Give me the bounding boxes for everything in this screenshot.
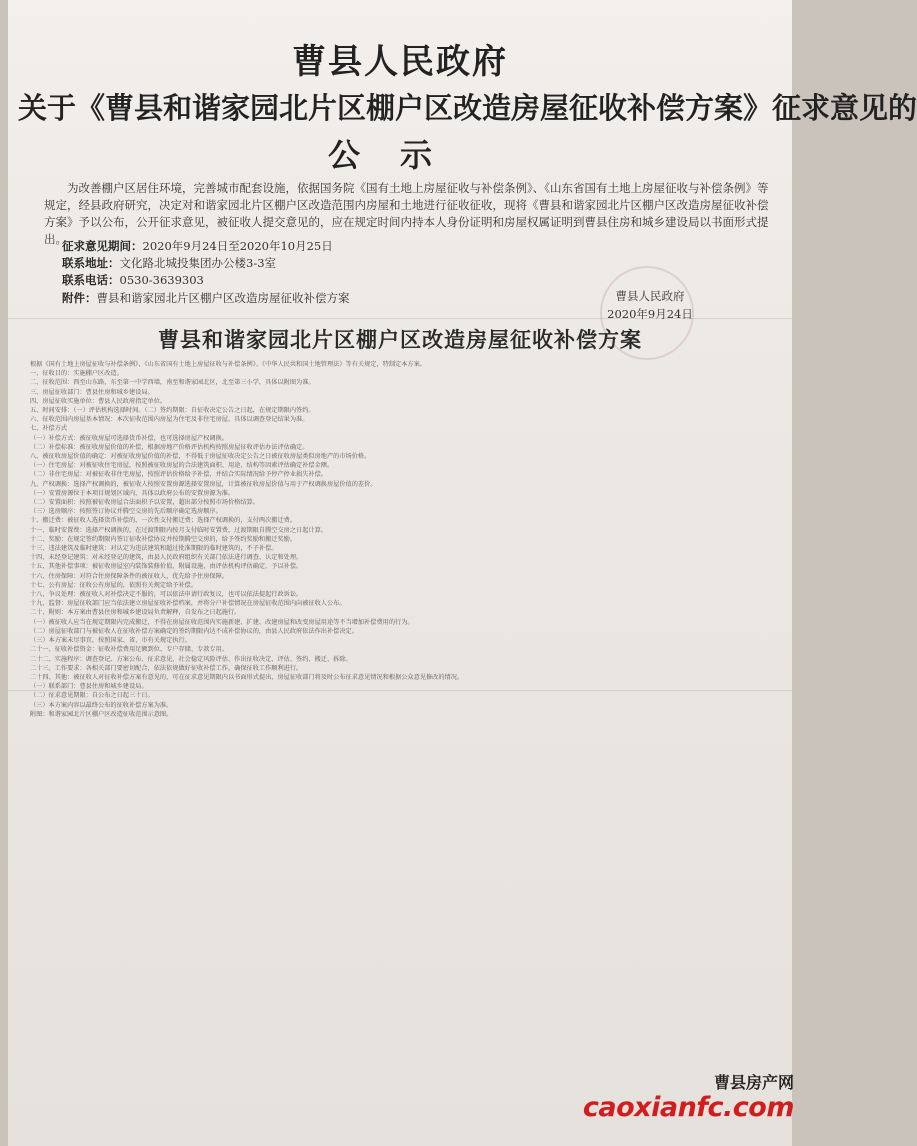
period-label: 征求意见期间：	[62, 239, 143, 253]
plan-paragraph: 一、征收目的：实施棚户区改造。	[30, 370, 123, 378]
attachment-line	[62, 290, 350, 306]
phone-value: 0530-3639303	[119, 273, 204, 287]
plan-paragraph: 十一、临时安置费：选择产权调换的，在过渡期限内按月支付临时安置费，过渡期限自腾空交房之日起计算。	[30, 526, 327, 534]
plan-paragraph: （三）本方案内容以最终公布的征收补偿方案为准。	[30, 701, 173, 709]
plan-paragraph: 三、房屋征收部门：曹县住房和城乡建设局。	[30, 388, 154, 396]
plan-paragraph: 十三、违法建筑及临时建筑：对认定为违法建筑和超过批准期限的临时建筑的，不予补偿。	[30, 545, 278, 553]
plan-paragraph: 十五、其他补偿事项：被征收房屋室内装饰装修价值、附属设施，由评估机构评估确定，予以补偿。	[30, 563, 303, 571]
attachment-label: 附件：	[62, 291, 97, 305]
phone-line	[62, 272, 204, 288]
plan-paragraph: （三）本方案未尽事宜，按照国家、省、市有关规定执行。	[30, 637, 191, 645]
plan-paragraph: 根据《国有土地上房屋征收与补偿条例》、《山东省国有土地上房屋征收与补偿条例》、《中华人民共和国土地管理法》等有关规定，特制定本方案。	[30, 361, 426, 368]
plan-paragraph: 二、征收范围：西至山东路，东至第一中学西墙，南至和谐家园北区，北至第三小学，具体以附图为准。	[30, 379, 315, 387]
plan-paragraph: 十二、奖励：在规定签约期限内签订征收补偿协议并按期腾空交房的，给予签约奖励和搬迁奖励。	[30, 535, 297, 543]
plan-title: 曹县和谐家园北片区棚户区改造房屋征收补偿方案	[158, 327, 642, 352]
plan-paragraph: 九、产权调换：选择产权调换的，被征收人按照安置房源选择安置房屋，计算被征收房屋价值与用于产权调换房屋价值的差价。	[30, 480, 377, 488]
plan-paragraph: 七、补偿方式	[30, 425, 68, 433]
plan-paragraph: （一）补偿方式：被征收房屋可选择货币补偿，也可选择房屋产权调换。	[30, 434, 228, 442]
attachment-value: 曹县和谐家园北片区棚户区改造房屋征收补偿方案	[96, 291, 350, 305]
notice-topic: 关于《曹县和谐家园北片区棚户区改造房屋征收补偿方案》征求意见的	[18, 91, 917, 125]
period-value: 2020年9月24日至2020年10月25日	[142, 239, 333, 253]
plan-paragraph: 二十、附则：本方案由曹县住房和城乡建设局负责解释，自发布之日起施行。	[30, 609, 241, 617]
plan-paragraph: 八、被征收房屋价值的确定：对被征收房屋价值的补偿，不得低于房屋征收决定公告之日被征收房屋类似房地产的市场价格。	[30, 453, 371, 461]
plan-paragraph: （一）安置房源位于本项目规划区域内，具体以政府公布的安置房源为准。	[30, 489, 235, 497]
plan-paragraph: 十八、争议处理：被征收人对补偿决定不服的，可以依法申请行政复议，也可以依法提起行政诉讼。	[30, 591, 303, 599]
watermark-en: caoxianfc.com	[582, 1092, 794, 1123]
plan-paragraph: （二）非住宅房屋：对被征收非住宅房屋，按照评估价格给予补偿，并结合实际情况给予停产停业损失补偿。	[30, 471, 327, 479]
plan-paragraph: （三）选房顺序：按照签订协议并腾空交房的先后顺序确定选房顺序。	[30, 508, 222, 516]
site-watermark	[582, 1066, 798, 1136]
plan-paragraph: 十四、未经登记建筑：对未经登记的建筑，由县人民政府组织有关部门依法进行调查、认定和处理。	[30, 554, 303, 562]
plan-paragraph: 十七、公有房屋：征收公有房屋的，依照有关规定给予补偿。	[30, 581, 198, 589]
plan-paragraph: 十九、监督：房屋征收部门应当依法建立房屋征收补偿档案，并将分户补偿情况在房屋征收范围内向被征收人公布。	[30, 600, 346, 608]
plan-paragraph: 二十四、其他：被征收人对征收补偿方案有意见的，可在征求意见期限内以书面形式提出，房屋征收部门将及时公布征求意见情况和根据公众意见修改的情况。	[30, 673, 464, 681]
notice-sheet	[8, 0, 917, 1146]
plan-paragraph: 二十一、征收补偿资金：征收补偿费用足额到位、专户存储、专款专用。	[30, 646, 228, 654]
plan-paragraph: （二）补偿标准：被征收房屋价值的补偿，根据房地产价格评估机构按照房屋征收评估办法评估确定。	[30, 443, 309, 451]
plan-paragraph: （二）征求意见期限：自公布之日起三十日。	[30, 692, 154, 700]
plan-paragraph: 六、征收范围内房屋基本情况：本次征收范围内房屋为住宅及非住宅房屋，具体以调查登记结果为准。	[30, 416, 309, 424]
period-line	[62, 238, 333, 254]
plan-body	[30, 360, 778, 1100]
plan-paragraph: 附图：和谐家园北片区棚户区改造征收范围示意图。	[30, 710, 173, 718]
phone-label: 联系电话：	[62, 273, 120, 287]
signature-date: 2020年9月24日	[607, 307, 693, 321]
plan-paragraph: 五、时间安排：（一）评估机构选择时间。（二）签约期限：自征收决定公告之日起，在规定期限内签约。	[30, 407, 315, 415]
plan-paragraph: （二）安置面积：按照被征收房屋合法面积予以安置，超出部分按照市场价格结算。	[30, 499, 259, 507]
signature-org: 曹县人民政府	[615, 289, 685, 303]
plan-paragraph: 十六、住房保障：对符合住房保障条件的被征收人，优先给予住房保障。	[30, 572, 228, 580]
notice-label: 公示	[327, 136, 472, 174]
plan-paragraph: （一）被征收人应当在规定期限内完成搬迁，不得在房屋征收范围内实施新建、扩建、改建房屋和改变房屋用途等不当增加补偿费用的行为。	[30, 618, 414, 626]
issuer-title: 曹县人民政府	[292, 42, 508, 82]
address-line	[62, 255, 276, 271]
address-value: 文化路北城投集团办公楼3-3室	[119, 256, 277, 270]
watermark-cn: 曹县房产网	[713, 1073, 794, 1092]
plan-paragraph: 二十三、工作要求：各相关部门要密切配合，依法依规做好征收补偿工作，确保征收工作顺利进行。	[30, 664, 303, 672]
intro-paragraph: 为改善棚户区居住环境，完善城市配套设施，依据国务院《国有土地上房屋征收与补偿条例》、《山东省国有土地上房屋征收与补偿条例》等规定，经县政府研究，决定对和谐家园北片区棚户区改造范围内房屋和土地进行征收征收，现将《曹县和谐家园北片区棚户区改造房屋征收补偿方案》予以公布，公开征求意见，被征收人提交意见的，应在规定时间内持本人身份证明和房屋权属证明到曹县住房和城乡建设局以书面形式提出。	[44, 181, 769, 246]
plan-paragraph: （二）房屋征收部门与被征收人在征收补偿方案确定的签约期限内达不成补偿协议的，由县人民政府依法作出补偿决定。	[30, 627, 358, 635]
plan-paragraph: 二十二、实施程序：调查登记、方案公布、征求意见、社会稳定风险评估、作出征收决定、评估、签约、搬迁、拆除。	[30, 655, 352, 663]
plan-paragraph: （一）联系部门：曹县住房和城乡建设局。	[30, 683, 148, 691]
plan-paragraph: （一）住宅房屋：对被征收住宅房屋，按照被征收房屋的合法建筑面积、用途、结构等因素评估确定补偿金额。	[30, 462, 334, 470]
plan-paragraph: 四、房屋征收实施单位：曹县人民政府指定单位。	[30, 397, 167, 405]
address-label: 联系地址：	[62, 256, 120, 270]
plan-paragraph: 十、搬迁费：被征收人选择货币补偿的，一次性支付搬迁费；选择产权调换的，支付两次搬迁费。	[30, 517, 297, 525]
